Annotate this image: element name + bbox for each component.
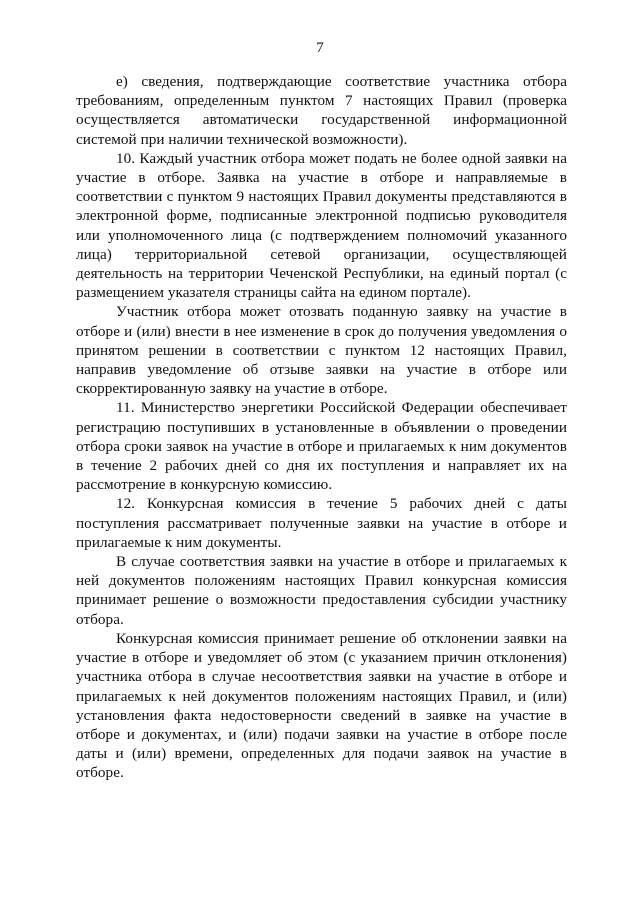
paragraph-item-12: 12. Конкурсная комиссия в течение 5 рабочих дней с даты поступления рассматривает полученные заявки на участие в отборе и прилагаемые к ним документы. [76, 495, 567, 551]
paragraph-item-11: 11. Министерство энергетики Российской Федерации обеспечивает регистрацию поступивших в установленные в объявлении о проведении отбора сроки заявок на участие в отборе и прилагаемых к ним документов в течение 2 рабочих дней со дня их поступления и направляет их на рассмотрение в конкурсную комиссию. [76, 399, 567, 494]
paragraph-rejection: Конкурсная комиссия принимает решение об отклонении заявки на участие в отборе и уведомляет об этом (с указанием причин отклонения) участника отбора в случае несоответствия заявки на участие в отборе и прилагаемых к ней документов положениям настоящих Правил, и (или) установления факта недостоверности сведений в заявке на участие в отборе и документах, и (или) подачи заявки на участие в отборе после даты и (или) времени, определенных для подачи заявок на участие в отборе. [76, 629, 567, 782]
page-number: 7 [316, 40, 324, 56]
paragraph-item-10: 10. Каждый участник отбора может подать не более одной заявки на участие в отборе. Заявка на участие в отборе и направляемые в соответствии с пунктом 9 настоящих Правил документы представляются в электронной форме, подписанные электронной подписью руководителя или уполномоченного лица (с подтверждением полномочий указанного лица) территориальной сетевой организации, осуществляющей деятельность на территории Чеченской Республики, на единый портал (с размещением указателя страницы сайта на едином портале). [76, 149, 567, 302]
paragraph-subitem-e: е) сведения, подтверждающие соответствие участника отбора требованиям, определенным пунктом 7 настоящих Правил (проверка осуществляется автоматически государственной информационной системой при наличии технической возможности). [76, 73, 567, 148]
paragraph-compliance: В случае соответствия заявки на участие в отборе и прилагаемых к ней документов положениям настоящих Правил конкурсная комиссия принимает решение о возможности предоставления субсидии участнику отбора. [76, 553, 567, 628]
paragraph-withdrawal: Участник отбора может отозвать поданную заявку на участие в отборе и (или) внести в нее изменение в срок до получения уведомления о принятом решении в соответствии с пунктом 12 настоящих Правил, направив уведомление об отзыве заявки на участие в отборе или скорректированную заявку на участие в отборе. [76, 303, 567, 398]
document-body [76, 72, 567, 783]
